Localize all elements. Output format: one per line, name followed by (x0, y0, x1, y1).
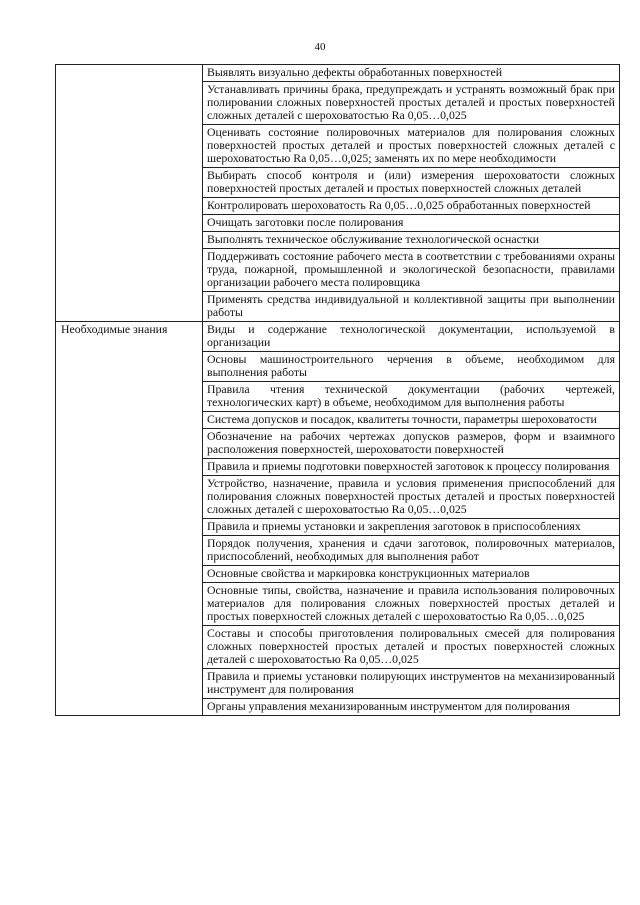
skill-item: Выполнять техническое обслуживание технологической оснастки (203, 232, 620, 249)
skill-item: Применять средства индивидуальной и коллективной защиты при выполнении работы (203, 292, 620, 322)
knowledge-item: Правила чтения технической документации (рабочих чертежей, технологических карт) в объеме, необходимом для выполнения работы (203, 382, 620, 412)
skill-item: Выявлять визуально дефекты обработанных поверхностей (203, 65, 620, 82)
knowledge-item: Правила и приемы установки полирующих инструментов на механизированный инструмент для полирования (203, 669, 620, 699)
knowledge-item: Основы машиностроительного черчения в объеме, необходимом для выполнения работы (203, 352, 620, 382)
knowledge-item: Правила и приемы подготовки поверхностей заготовок к процессу полирования (203, 459, 620, 476)
knowledge-item: Правила и приемы установки и закрепления заготовок в приспособлениях (203, 519, 620, 536)
skill-item: Выбирать способ контроля и (или) измерения шероховатости сложных поверхностей простых деталей и простых поверхностей сложных деталей (203, 168, 620, 198)
knowledge-item: Обозначение на рабочих чертежах допусков размеров, форм и взаимного расположения поверхностей, шероховатости поверхностей (203, 429, 620, 459)
knowledge-item: Основные типы, свойства, назначение и правила использования полировочных материалов для полирования сложных поверхностей простых деталей и простых поверхностей сложных деталей с шероховатостью Ra 0,05…0,025 (203, 583, 620, 626)
knowledge-item: Составы и способы приготовления полировальных смесей для полирования сложных поверхностей простых деталей и простых поверхностей сложных деталей с шероховатостью Ra 0,05…0,025 (203, 626, 620, 669)
knowledge-item: Органы управления механизированным инструментом для полирования (203, 699, 620, 716)
skill-item: Устанавливать причины брака, предупреждать и устранять возможный брак при полировании сложных поверхностей простых деталей и простых поверхностей сложных деталей с шероховатостью Ra 0,05…0,025 (203, 82, 620, 125)
page-number: 40 (314, 41, 326, 53)
table-row (56, 322, 620, 352)
knowledge-item: Система допусков и посадок, квалитеты точности, параметры шероховатости (203, 412, 620, 429)
knowledge-item: Виды и содержание технологической документации, используемой в организации (203, 322, 620, 352)
skill-item: Контролировать шероховатость Ra 0,05…0,025 обработанных поверхностей (203, 198, 620, 215)
section-heading-knowledge: Необходимые знания (56, 322, 203, 716)
table-row (56, 65, 620, 82)
knowledge-item: Порядок получения, хранения и сдачи заготовок, полировочных материалов, приспособлений, необходимых для выполнения работ (203, 536, 620, 566)
knowledge-item: Устройство, назначение, правила и условия применения приспособлений для полирования сложных поверхностей простых деталей и простых поверхностей сложных деталей с шероховатостью Ra 0,05…0,025 (203, 476, 620, 519)
skill-item: Оценивать состояние полировочных материалов для полирования сложных поверхностей простых деталей и простых поверхностей сложных деталей с шероховатостью Ra 0,05…0,025; заменять их по мере необходимости (203, 125, 620, 168)
requirements-table (55, 64, 620, 716)
skill-item: Поддерживать состояние рабочего места в соответствии с требованиями охраны труда, пожарной, промышленной и экологической безопасности, правилами организации рабочего места полировщика (203, 249, 620, 292)
skill-item: Очищать заготовки после полирования (203, 215, 620, 232)
knowledge-item: Основные свойства и маркировка конструкционных материалов (203, 566, 620, 583)
section-heading-skills (56, 65, 203, 322)
